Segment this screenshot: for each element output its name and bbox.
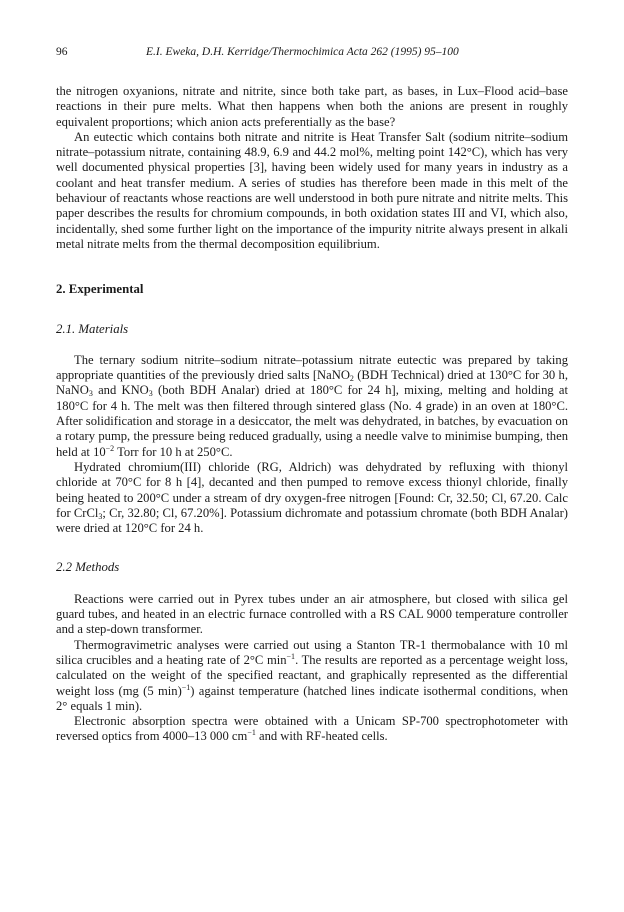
intro-paragraph-1: the nitrogen oxyanions, nitrate and nitrite, since both take part, as bases, in Lux–Flood acid–base reactions in their pure melts. What then happens when both the anions are present in roughly equivalent proportions; which anion acts preferentially as the base? [56, 84, 568, 129]
article-body [56, 84, 568, 745]
subsection-heading-materials: 2.1. Materials [56, 321, 129, 336]
materials-paragraph-1: The ternary sodium nitrite–sodium nitrate–potassium nitrate eutectic was prepared by taking appropriate quantities of the previously dried salts [NaNO$_2$ (BDH Technical) dried at 130°C for 30 h, NaNO$_3$ and $KNO_3$ (both BDH Analar) dried at 180°C for 24 h], mixing, melting and holding at 180°C for 4 h. The melt was then filtered through sintered glass (No. 4 grade) in an oven at 180°C. After solidification and storage in a desiccator, the melt was dehydrated, in batches, by evacuation on a rotary pump, the pressure being reduced gradually, using a needle valve to minimise bumping, then held at $10^{-2}$ Torr for 10 h at 250°C. [56, 352, 568, 459]
section-heading-experimental: 2. Experimental [56, 282, 144, 297]
page-number: 96 [56, 46, 68, 58]
methods-paragraph-2: Thermogravimetric analyses were carried out using a Stanton TR-1 thermobalance with 10 ml silica crucibles and a heating rate of 2°C $\min^{-1}$. The results are reported as a percentage weight loss, calculated on the weight of the specified reactant, and graphically represented as the differential weight loss (mg (5 min)$^{-1}$) against temperature (hatched lines indicate isothermal conditions, when 2° equals 1 min). [56, 637, 569, 713]
methods-paragraph-1: Reactions were carried out in Pyrex tubes under an air atmosphere, but closed with silica gel guard tubes, and heated in an electric furnace controlled with a RS CAL 9000 temperature controller and a step-down transformer. [56, 591, 568, 637]
methods-paragraph-3: Electronic absorption spectra were obtained with a Unicam SP-700 spectrophotometer with reversed optics from 4000–13 000 $cm^{-1}$ and with RF-heated cells. [56, 714, 568, 744]
materials-paragraph-2: Hydrated chromium(III) chloride (RG, Aldrich) was dehydrated by refluxing with thionyl chloride at 70°C for 8 h [4], decanted and then pumped to remove excess thionyl chloride, finally being heated to 200°C under a stream of dry oxygen-free nitrogen [Found: Cr, 32.50; Cl, 67.20. Calc for CrCl$_3$; Cr, 32.80; Cl, 67.20%]. Potassium dichromate and potassium chromate (both BDH Analar) were dried at 120°C for 24 h. [56, 459, 568, 536]
running-head: E.I. Eweka, D.H. Kerridge/Thermochimica Acta 262 (1995) 95–100 [146, 46, 459, 58]
page-header [56, 46, 568, 62]
subsection-heading-methods: 2.2 Methods [56, 560, 120, 575]
intro-paragraph-2: An eutectic which contains both nitrate and nitrite is Heat Transfer Salt (sodium nitrite–sodium nitrate–potassium nitrate, containing 48.9, 6.9 and 44.2 mol%, melting point 142°C), which has very well documented physical properties [3], having been widely used for many years in industry as a coolant and heat transfer medium. A series of studies has therefore been made in this melt of the behaviour of reactants whose reactions are well understood in both pure nitrate and nitrite melts. This paper describes the results for chromium compounds, in both oxidation states III and VI, which also, incidentally, shed some further light on the importance of the impurity nitrite always present in alkali metal nitrate melts from the thermal decomposition equilibrium. [56, 129, 568, 251]
